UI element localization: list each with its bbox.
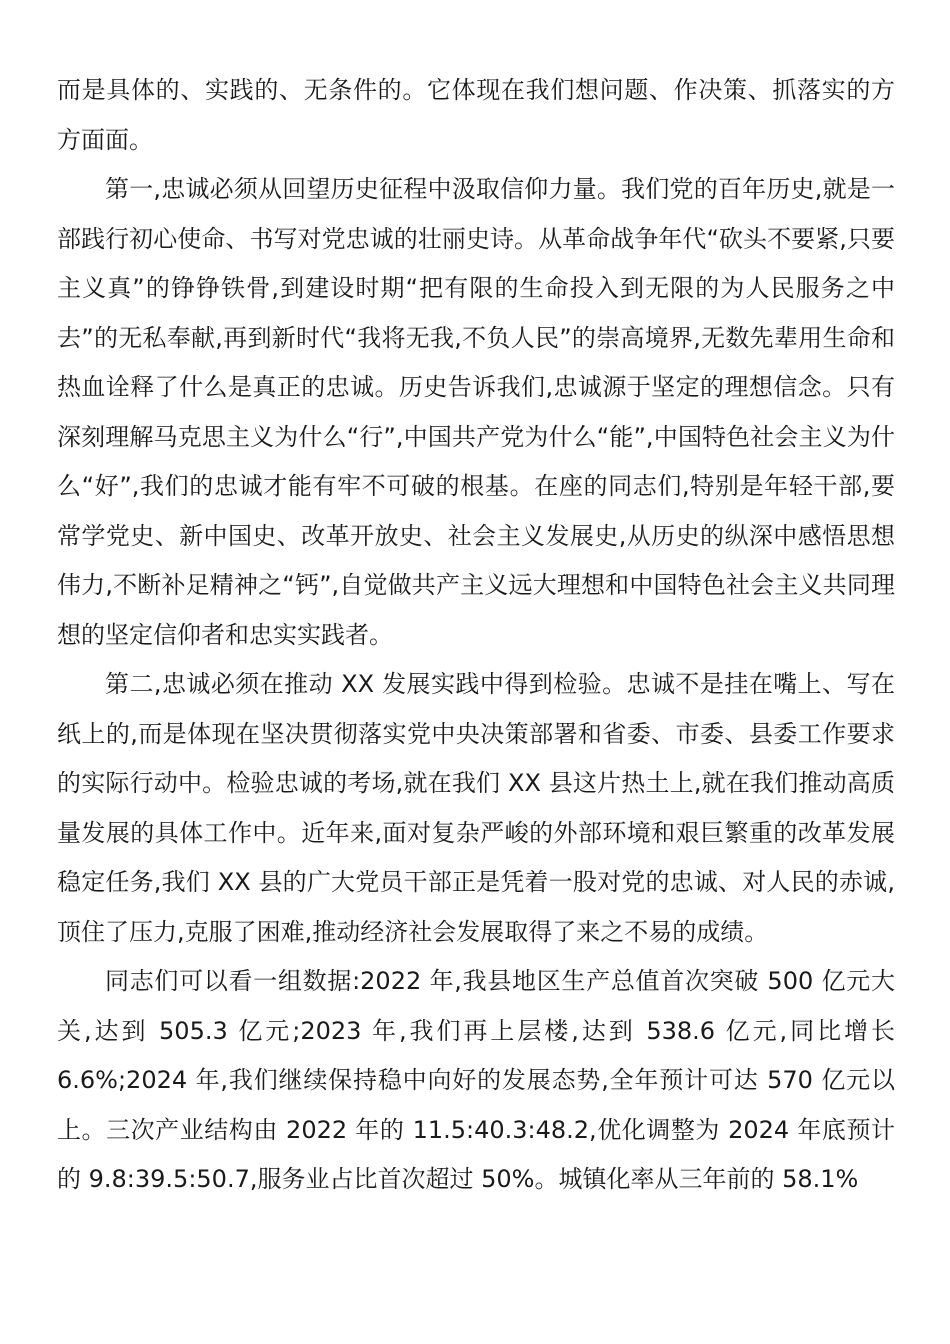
paragraph-second-point: 第二,忠诚必须在推动 XX 发展实践中得到检验。忠诚不是挂在嘴上、写在纸上的,而是体现在坚决贯彻落实党中央决策部署和省委、市委、县委工作要求的实际行动中。检验忠诚的考场,就在我们 XX 县这片热土上,就在我们推动高质量发展的具体工作中。近年来,面对复杂严峻的外部环境和艰巨繁重的改革发展稳定任务,我们 XX 县的广大党员干部正是凭着一股对党的忠诚、对人民的赤诚,顶住了压力,克服了困难,推动经济社会发展取得了来之不易的成绩。: [57, 670, 895, 946]
paragraph-data: 同志们可以看一组数据:2022 年,我县地区生产总值首次突破 500 亿元大关,达到 505.3 亿元;2023 年,我们再上层楼,达到 538.6 亿元,同比增长 6.6%;2024 年,我们继续保持稳中向好的发展态势,全年预计可达 570 亿元以上。三次产业结构由 2022 年的 11.5:40.3:48.2,优化调整为 2024 年底预计的 9.8:39.5:50.7,服务业占比首次超过 50%。城镇化率从三年前的 58.1%: [57, 967, 895, 1193]
document-page: [57, 66, 895, 1205]
paragraph-first-point: 第一,忠诚必须从回望历史征程中汲取信仰力量。我们党的百年历史,就是一部践行初心使命、书写对党忠诚的壮丽史诗。从革命战争年代“砍头不要紧,只要主义真”的铮铮铁骨,到建设时期“把有限的生命投入到无限的为人民服务之中去”的无私奉献,再到新时代“我将无我,不负人民”的崇高境界,无数先辈用生命和热血诠释了什么是真正的忠诚。历史告诉我们,忠诚源于坚定的理想信念。只有深刻理解马克思主义为什么“行”,中国共产党为什么“能”,中国特色社会主义为什么“好”,我们的忠诚才能有牢不可破的根基。在座的同志们,特别是年轻干部,要常学党史、新中国史、改革开放史、社会主义发展史,从历史的纵深中感悟思想伟力,不断补足精神之“钙”,自觉做共产主义远大理想和中国特色社会主义共同理想的坚定信仰者和忠实实践者。: [57, 175, 895, 649]
paragraph-continuation: 而是具体的、实践的、无条件的。它体现在我们想问题、作决策、抓落实的方方面面。: [57, 76, 895, 154]
